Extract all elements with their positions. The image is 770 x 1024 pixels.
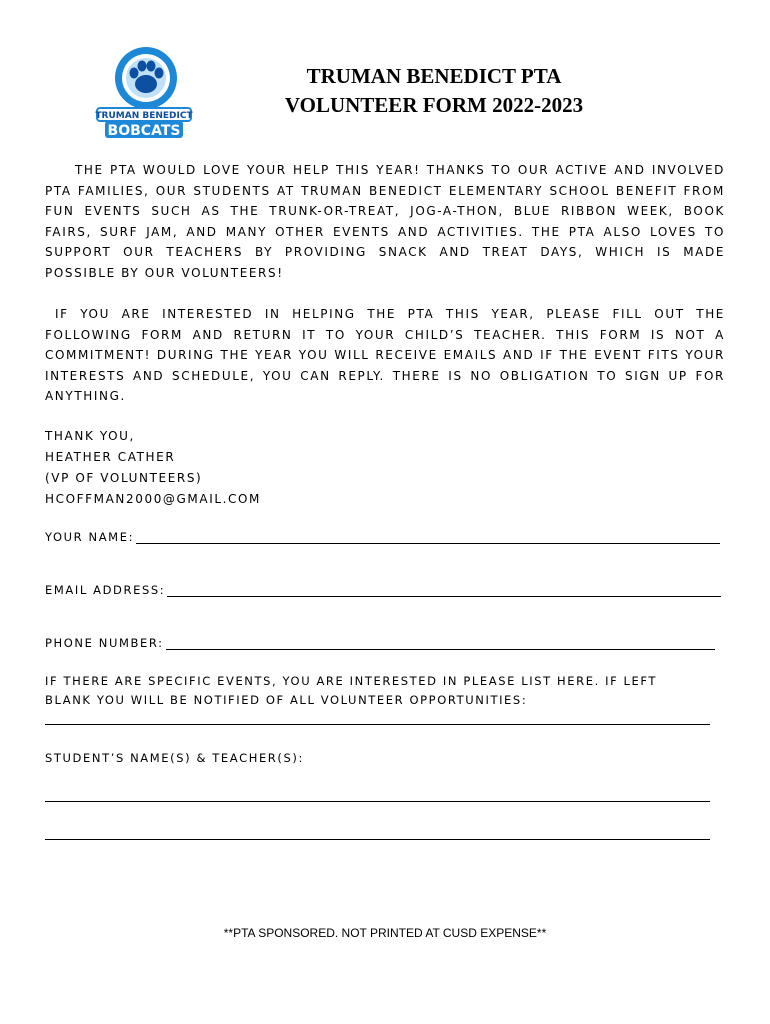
phone-label: PHONE NUMBER: xyxy=(45,636,164,650)
phone-input-line[interactable] xyxy=(166,637,715,650)
phone-field xyxy=(45,634,715,650)
signature-email: HCOFFMAN2000@GMAIL.COM xyxy=(45,492,262,506)
signature-block xyxy=(45,426,261,510)
events-instruction: IF THERE ARE SPECIFIC EVENTS, YOU ARE INTERESTED IN PLEASE LIST HERE. IF LEFT BLANK YOU WILL BE NOTIFIED OF ALL VOLUNTEER OPPORTUNITIES: xyxy=(45,674,658,707)
paw-print-icon xyxy=(94,44,194,140)
email-label: EMAIL ADDRESS: xyxy=(45,583,166,597)
student-field xyxy=(45,749,445,765)
logo-bottom-text: BOBCATS xyxy=(107,123,181,139)
student-label: STUDENT’S NAME(S) & TEACHER(S): xyxy=(45,751,304,765)
student-input-line-2[interactable] xyxy=(45,839,710,840)
logo-top-text: TRUMAN BENEDICT xyxy=(95,111,193,121)
signature-name: HEATHER CATHER xyxy=(45,450,176,464)
title-line-2: VOLUNTEER FORM 2022-2023 xyxy=(284,93,584,117)
signature-role: (VP OF VOLUNTEERS) xyxy=(45,471,203,485)
footer-note: **PTA SPONSORED. NOT PRINTED AT CUSD EXPENSE** xyxy=(223,926,547,940)
form-title xyxy=(244,62,624,120)
name-label: YOUR NAME: xyxy=(45,530,135,544)
student-input-line-1[interactable] xyxy=(45,801,710,802)
bobcats-logo xyxy=(94,44,194,140)
intro-paragraph-2: IF YOU ARE INTERESTED IN HELPING THE PTA THIS YEAR, PLEASE FILL OUT THE FOLLOWING FORM AND RETURN IT TO YOUR CHILD’S TEACHER. THIS FORM IS NOT A COMMITMENT! DURING THE YEAR YOU WILL RECEIVE EMAILS AND IF THE EVENT FITS YOUR INTERESTS AND SCHEDULE, YOU CAN REPLY. THERE IS NO OBLIGATION TO SIGN UP FOR ANYTHING. xyxy=(45,307,725,403)
signature-closing: THANK YOU, xyxy=(45,429,135,443)
events-input-line[interactable] xyxy=(45,724,710,725)
intro-paragraph-1: THE PTA WOULD LOVE YOUR HELP THIS YEAR! THANKS TO OUR ACTIVE AND INVOLVED PTA FAMILIES, OUR STUDENTS AT TRUMAN BENEDICT ELEMENTARY SCHOOL BENEFIT FROM FUN EVENTS SUCH AS THE TRUNK-OR-TREAT, JOG-A-THON, BLUE RIBBON WEEK, BOOK FAIRS, SURF JAM, AND MANY OTHER EVENTS AND ACTIVITIES. THE PTA ALSO LOVES TO SUPPORT OUR TEACHERS BY PROVIDING SNACK AND TREAT DAYS, WHICH IS MADE POSSIBLE BY OUR VOLUNTEERS! xyxy=(45,163,725,280)
email-field xyxy=(45,581,721,597)
name-field xyxy=(45,528,720,544)
name-input-line[interactable] xyxy=(136,531,720,544)
title-line-1: TRUMAN BENEDICT PTA xyxy=(306,64,562,88)
email-input-line[interactable] xyxy=(167,584,721,597)
